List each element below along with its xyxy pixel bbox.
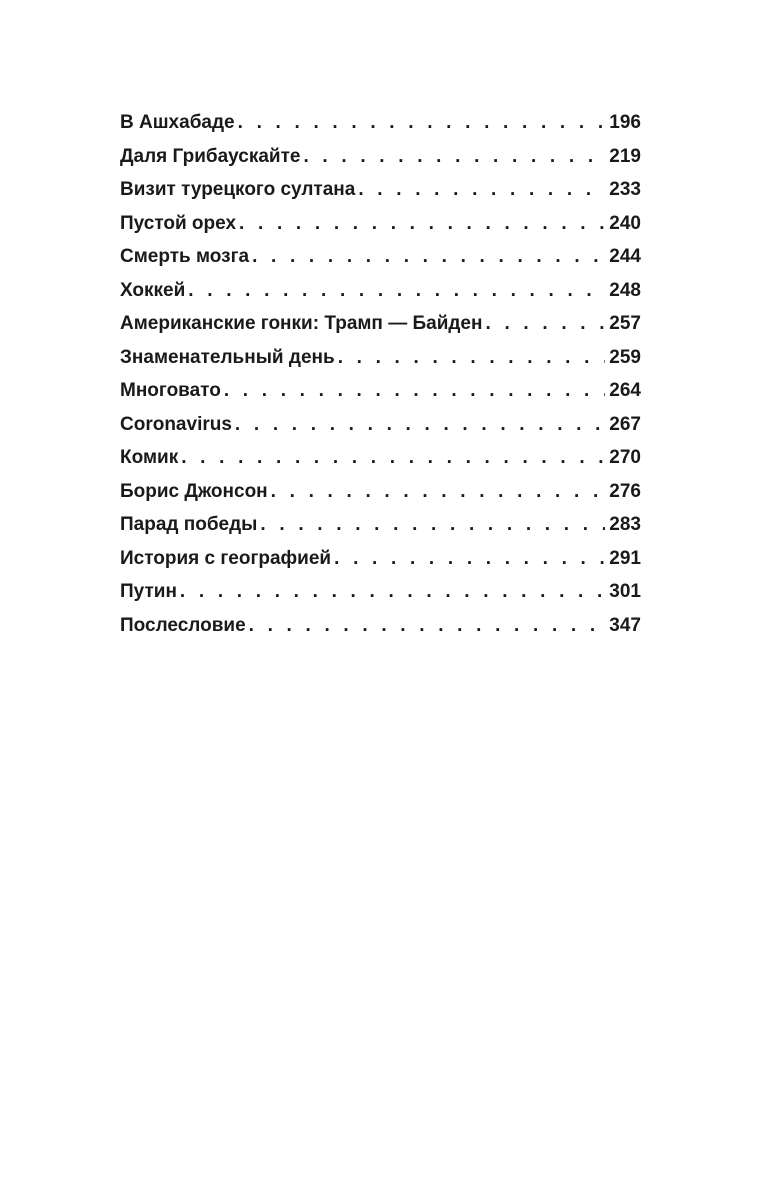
toc-entry-title: Послесловие xyxy=(120,614,246,636)
toc-entry xyxy=(120,246,641,280)
toc-dot-leader xyxy=(180,581,605,603)
toc-entry-page: 276 xyxy=(609,480,641,502)
toc-entry-title: Американские гонки: Трамп — Байден xyxy=(120,313,483,334)
toc-entry-page: 219 xyxy=(609,145,641,167)
toc-entry-title: История с географией xyxy=(120,547,332,569)
toc-entry-title: Визит турецкого султана xyxy=(120,179,356,200)
toc-entry-title: Комик xyxy=(120,447,179,468)
toc-entry xyxy=(120,213,641,247)
toc-dot-leader xyxy=(239,213,605,235)
toc-entry-page: 291 xyxy=(609,547,641,569)
toc-entry xyxy=(120,447,641,481)
toc-entry xyxy=(120,313,641,347)
toc-entry-page: 244 xyxy=(609,246,641,267)
toc-dot-leader xyxy=(249,615,606,637)
toc-entry-page: 283 xyxy=(609,514,641,535)
toc-entry-page: 248 xyxy=(609,279,641,301)
toc-entry-page: 270 xyxy=(609,447,641,468)
toc-entry xyxy=(120,380,641,414)
toc-entry-page: 301 xyxy=(609,581,641,602)
toc-dot-leader xyxy=(338,347,606,369)
toc-entry-page: 264 xyxy=(609,380,641,401)
toc-dot-leader xyxy=(271,481,606,503)
toc-entry-title: Coronavirus xyxy=(120,413,232,435)
toc-entry-title: Путин xyxy=(120,581,177,602)
toc-entry-title: В Ашхабаде xyxy=(120,112,235,133)
toc-entry xyxy=(120,481,641,515)
toc-dot-leader xyxy=(334,548,605,570)
toc-entry xyxy=(120,615,641,649)
toc-entry-title: Многовато xyxy=(120,380,221,401)
toc-entry xyxy=(120,347,641,381)
toc-entry xyxy=(120,548,641,582)
toc-dot-leader xyxy=(303,146,605,168)
toc-entry xyxy=(120,112,641,146)
toc-entry-title: Знаменательный день xyxy=(120,346,335,368)
toc-entry xyxy=(120,179,641,213)
toc-dot-leader xyxy=(181,447,605,469)
toc-entry-title: Борис Джонсон xyxy=(120,480,268,502)
toc-dot-leader xyxy=(235,414,605,436)
toc-dot-leader xyxy=(238,112,606,134)
toc-entry xyxy=(120,581,641,615)
toc-entry-page: 347 xyxy=(609,614,641,636)
toc-dot-leader xyxy=(224,380,605,402)
toc-entry-page: 257 xyxy=(609,313,641,334)
table-of-contents xyxy=(120,112,641,648)
toc-entry-page: 259 xyxy=(609,346,641,368)
toc-entry-title: Хоккей xyxy=(120,279,186,301)
toc-entry-page: 233 xyxy=(609,179,641,200)
toc-dot-leader xyxy=(252,246,605,268)
toc-dot-leader xyxy=(188,280,605,302)
toc-entry xyxy=(120,514,641,548)
toc-entry-title: Смерть мозга xyxy=(120,246,250,267)
toc-entry-page: 267 xyxy=(609,413,641,435)
toc-entry xyxy=(120,414,641,448)
toc-dot-leader xyxy=(485,313,605,335)
toc-dot-leader xyxy=(260,514,605,536)
toc-dot-leader xyxy=(358,179,605,201)
toc-entry-title: Пустой орех xyxy=(120,212,237,234)
toc-entry xyxy=(120,280,641,314)
toc-entry xyxy=(120,146,641,180)
toc-entry-page: 196 xyxy=(609,112,641,133)
toc-entry-page: 240 xyxy=(609,212,641,234)
toc-entry-title: Парад победы xyxy=(120,514,258,535)
toc-entry-title: Даля Грибаускайте xyxy=(120,145,301,167)
